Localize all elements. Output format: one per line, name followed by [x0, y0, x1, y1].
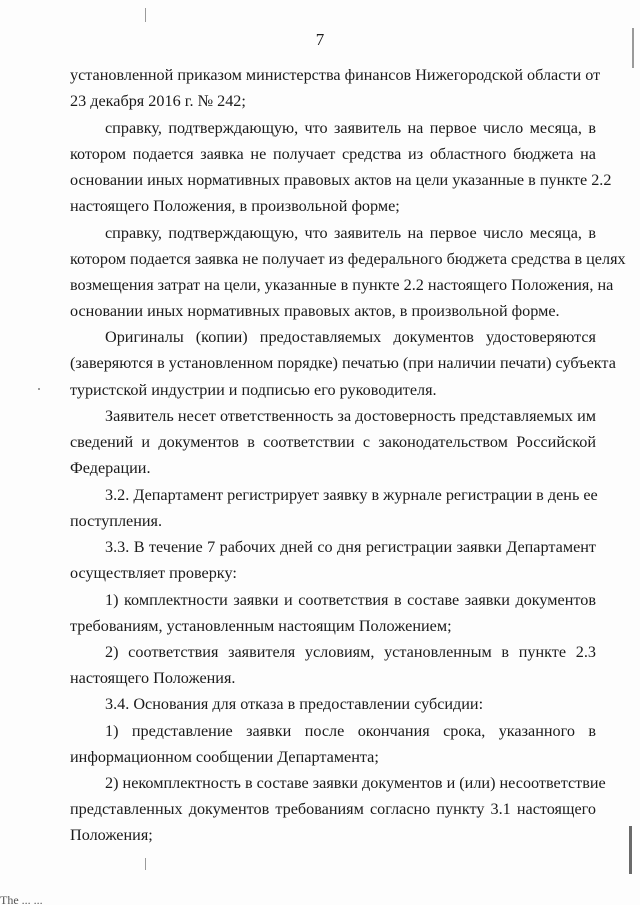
- page-number: 7: [315, 30, 325, 49]
- text-line: основании иных нормативных правовых актов на цели указанные в пункте 2.2: [70, 171, 612, 189]
- text-line: справку, подтверждающую, что заявитель на первое число месяца, в: [105, 119, 596, 137]
- text-line: сведений и документов в соответствии с законодательством Российской: [70, 433, 596, 451]
- text-line: поступления.: [70, 512, 163, 530]
- text-line: справку, подтверждающую, что заявитель на первое число месяца, в: [105, 224, 596, 242]
- text-line: (заверяются в установленном порядке) печатью (при наличии печати) субъекта: [70, 354, 616, 372]
- text-line: 3.4. Основания для отказа в предоставлении субсидии:: [105, 695, 484, 713]
- text-line: осуществляет проверку:: [70, 564, 237, 582]
- text-line: основании иных нормативных правовых актов, в произвольной форме.: [70, 302, 560, 320]
- text-line: туристской индустрии и подписью его руководителя.: [70, 381, 437, 399]
- text-line: котором подается заявка не получает средства из областного бюджета на: [70, 145, 596, 163]
- text-line: представленных документов требованиям согласно пункту 3.1 настоящего: [70, 800, 596, 818]
- text-line: 3.2. Департамент регистрирует заявку в журнале регистрации в день ее: [105, 486, 598, 504]
- text-line: котором подается заявка не получает из федерального бюджета средства в целях: [70, 250, 626, 268]
- text-line: 3.3. В течение 7 рабочих дней со дня регистрации заявки Департамент: [105, 538, 596, 556]
- scan-mark-top: [145, 8, 146, 22]
- scan-mark-mid: [145, 858, 146, 870]
- text-line: возмещения затрат на цели, указанные в пункте 2.2 настоящего Положения, на: [70, 276, 614, 294]
- text-line: настоящего Положения.: [70, 669, 236, 687]
- text-line: Федерации.: [70, 459, 151, 477]
- scan-mark-right-bottom: [629, 826, 632, 874]
- cropped-footer-text: The ... ...: [0, 893, 43, 905]
- text-line: установленной приказом министерства финансов Нижегородской области от: [70, 66, 601, 84]
- text-line: Заявитель несет ответственность за достоверность представляемых им: [105, 407, 596, 425]
- text-line: Положения;: [70, 826, 153, 844]
- scan-mark-left: [38, 388, 40, 390]
- text-line: 1) комплектности заявки и соответствия в составе заявки документов: [105, 591, 596, 609]
- text-line: 1) представление заявки после окончания срока, указанного в: [105, 722, 596, 740]
- text-line: информационном сообщении Департамента;: [70, 748, 379, 766]
- text-line: Оригиналы (копии) предоставляемых документов удостоверяются: [105, 328, 596, 346]
- text-line: 2) некомплектность в составе заявки документов и (или) несоответствие: [105, 774, 606, 792]
- text-line: 23 декабря 2016 г. № 242;: [70, 92, 246, 110]
- text-line: требованиям, установленным настоящим Положением;: [70, 617, 452, 635]
- text-line: настоящего Положения, в произвольной форме;: [70, 197, 400, 215]
- text-line: 2) соответствия заявителя условиям, установленным в пункте 2.3: [105, 643, 596, 661]
